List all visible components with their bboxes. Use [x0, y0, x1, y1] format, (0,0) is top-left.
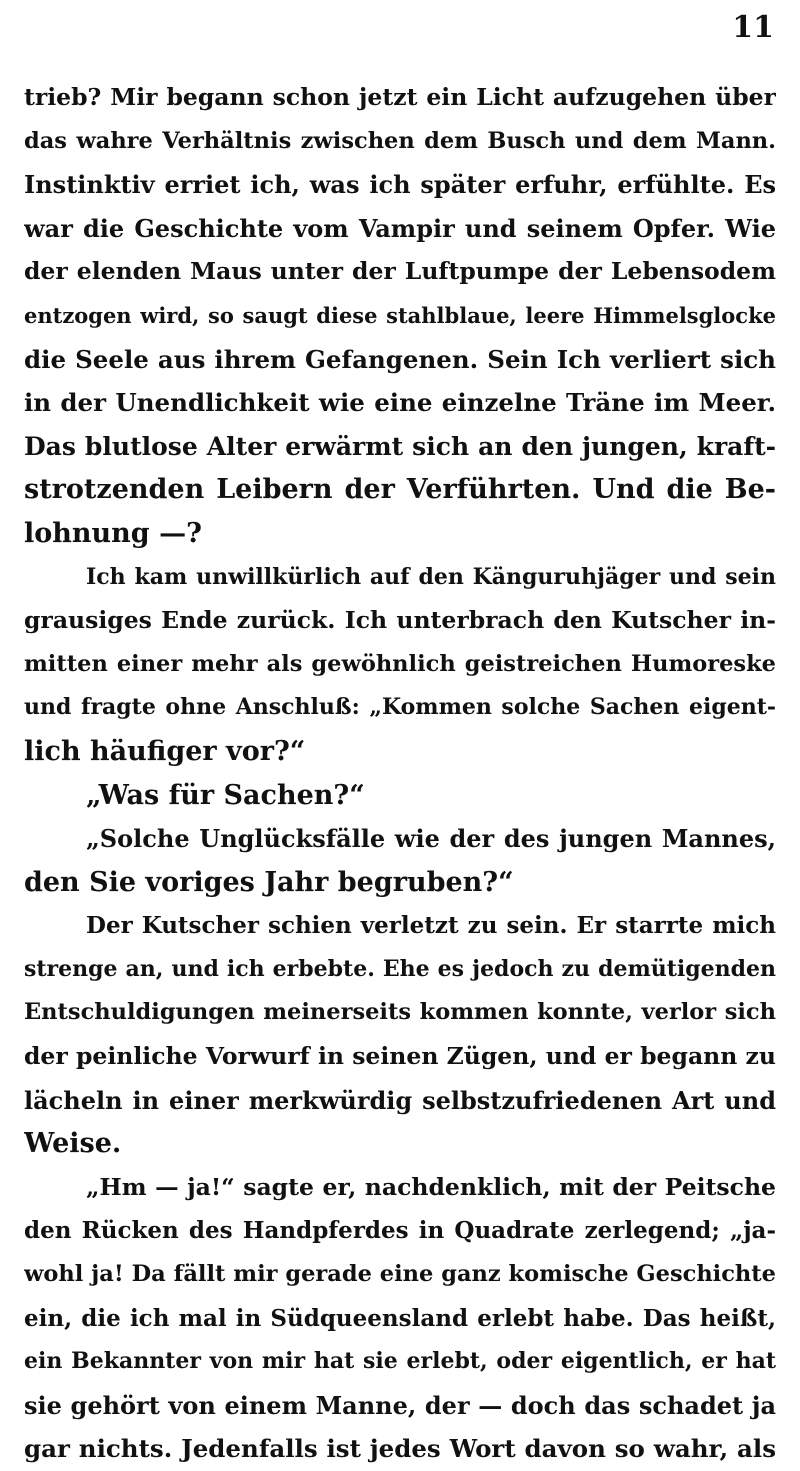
text-line: wohl ja! Da fällt mir gerade eine ganz komische Geschichte: [24, 1261, 776, 1288]
text-line: Weise.: [24, 1128, 122, 1160]
text-line: mitten einer mehr als gewöhnlich geistreichen Humoreske: [24, 650, 776, 677]
text-line: der elenden Maus unter der Luftpumpe der Lebensodem: [24, 257, 776, 286]
text-line: Der Kutscher schien verletzt zu sein. Er starrte mich: [86, 912, 776, 940]
text-line: trieb? Mir begann schon jetzt ein Licht aufzugehen über: [24, 83, 776, 111]
text-line: lich häufiger vor?“: [24, 735, 306, 767]
text-line: Entschuldigungen meinerseits kommen konnte, verlor sich: [24, 999, 776, 1026]
body-text: [24, 76, 776, 1471]
page-number: 11: [732, 10, 774, 45]
text-line: „Was für Sachen?“: [86, 779, 365, 811]
text-line: strenge an, und ich erbebte. Ehe es jedoch zu demütigenden: [24, 955, 776, 982]
text-line: Das blutlose Alter erwärmt sich an den jungen, kraft-: [24, 431, 776, 461]
text-line: Instinktiv erriet ich, was ich später erfuhr, erfühlte. Es: [24, 170, 776, 200]
text-line: das wahre Verhältnis zwischen dem Busch und dem Mann.: [24, 127, 776, 154]
text-line: sie gehört von einem Manne, der — doch das schadet ja: [24, 1390, 776, 1420]
text-line: entzogen wird, so saugt diese stahlblaue, leere Himmelsglocke: [24, 302, 776, 328]
text-line: war die Geschichte vom Vampir und seinem Opfer. Wie: [24, 213, 776, 243]
text-line: die Seele aus ihrem Gefangenen. Sein Ich verliert sich: [24, 344, 776, 374]
text-line: „Hm — ja!“ sagte er, nachdenklich, mit der Peitsche: [86, 1172, 776, 1201]
text-line: Ich kam unwillkürlich auf den Känguruhjäger und sein: [86, 563, 776, 590]
text-line: strotzenden Leibern der Verführten. Und die Be-: [24, 474, 776, 506]
text-line: „Solche Unglücksfälle wie der des jungen Mannes,: [86, 824, 776, 854]
text-line: den Sie voriges Jahr begruben?“: [24, 866, 514, 898]
text-line: der peinliche Vorwurf in seinen Zügen, und er begann zu: [24, 1042, 776, 1071]
text-line: gar nichts. Jedenfalls ist jedes Wort davon so wahr, als: [24, 1434, 776, 1464]
text-line: lohnung —?: [24, 517, 202, 549]
text-line: grausiges Ende zurück. Ich unterbrach den Kutscher in-: [24, 606, 776, 635]
text-line: ein, die ich mal in Südqueensland erlebt habe. Das heißt,: [24, 1304, 776, 1332]
text-line: und fragte ohne Anschluß: „Kommen solche Sachen eigent-: [24, 694, 776, 721]
text-line: lächeln in einer merkwürdig selbstzufriedenen Art und: [24, 1085, 776, 1115]
text-line: in der Unendlichkeit wie eine einzelne Träne im Meer.: [24, 388, 776, 418]
text-line: ein Bekannter von mir hat sie erlebt, oder eigentlich, er hat: [24, 1348, 776, 1375]
text-line: den Rücken des Handpferdes in Quadrate zerlegend; „ja-: [24, 1217, 776, 1245]
